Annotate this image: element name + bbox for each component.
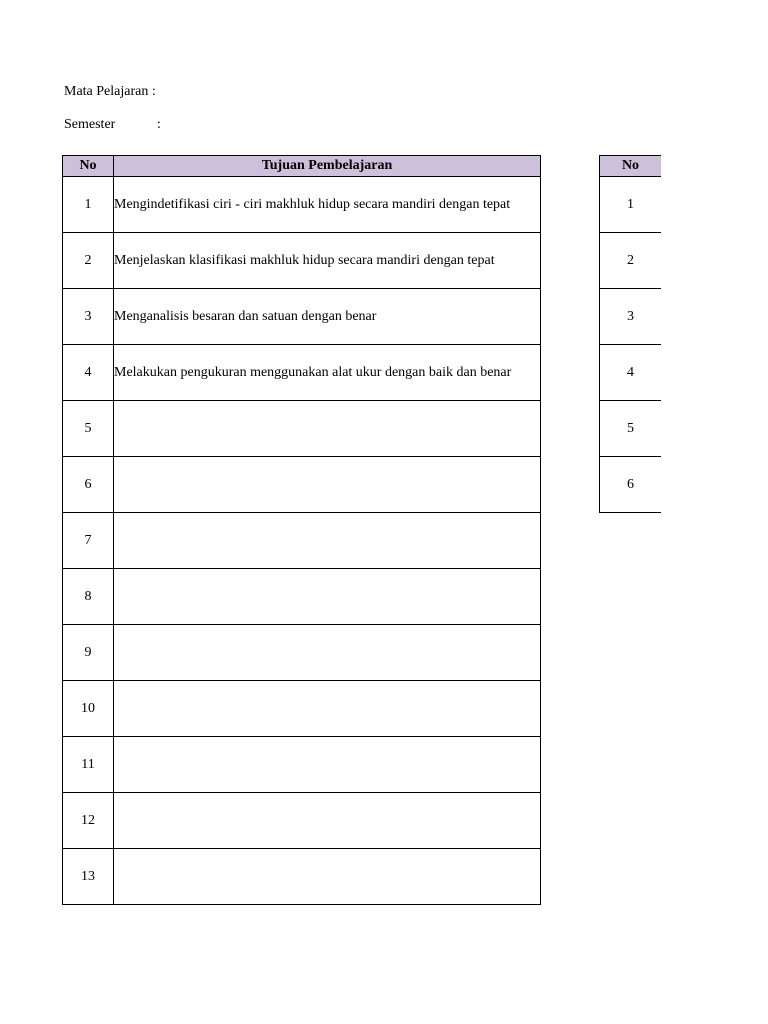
row-number: 6 bbox=[63, 457, 114, 513]
row-goal bbox=[114, 681, 541, 737]
row-number: 8 bbox=[63, 569, 114, 625]
row-number: 2 bbox=[63, 233, 114, 289]
row-number: 7 bbox=[63, 513, 114, 569]
table-row bbox=[63, 849, 541, 905]
subject-label: Mata Pelajaran : bbox=[64, 84, 156, 99]
row-goal bbox=[114, 737, 541, 793]
learning-goals-table bbox=[62, 155, 541, 905]
row-number: 1 bbox=[63, 177, 114, 233]
side-row-number: 2 bbox=[600, 233, 662, 289]
table-row bbox=[63, 737, 541, 793]
row-goal: Melakukan pengukuran menggunakan alat ukur dengan baik dan benar bbox=[114, 345, 541, 401]
row-goal bbox=[114, 569, 541, 625]
row-number: 11 bbox=[63, 737, 114, 793]
row-number: 13 bbox=[63, 849, 114, 905]
side-table-row bbox=[600, 289, 662, 345]
table-row bbox=[63, 513, 541, 569]
semester-label: Semester bbox=[64, 117, 116, 132]
subject-line bbox=[64, 84, 156, 100]
semester-line bbox=[64, 117, 161, 133]
row-goal bbox=[114, 513, 541, 569]
table-row bbox=[63, 681, 541, 737]
row-number: 4 bbox=[63, 345, 114, 401]
table-row bbox=[63, 233, 541, 289]
table-row bbox=[63, 793, 541, 849]
side-table-row bbox=[600, 457, 662, 513]
table-row bbox=[63, 289, 541, 345]
semester-colon: : bbox=[157, 117, 161, 132]
side-table-row bbox=[600, 233, 662, 289]
row-goal: Menganalisis besaran dan satuan dengan benar bbox=[114, 289, 541, 345]
table-row bbox=[63, 457, 541, 513]
table-row bbox=[63, 401, 541, 457]
side-row-number: 6 bbox=[600, 457, 662, 513]
side-row-number: 3 bbox=[600, 289, 662, 345]
table-row bbox=[63, 345, 541, 401]
side-table bbox=[599, 155, 661, 513]
row-goal bbox=[114, 457, 541, 513]
row-goal bbox=[114, 793, 541, 849]
row-number: 9 bbox=[63, 625, 114, 681]
header-no: No bbox=[63, 156, 114, 177]
row-number: 5 bbox=[63, 401, 114, 457]
row-goal: Menjelaskan klasifikasi makhluk hidup secara mandiri dengan tepat bbox=[114, 233, 541, 289]
row-number: 10 bbox=[63, 681, 114, 737]
row-number: 12 bbox=[63, 793, 114, 849]
row-number: 3 bbox=[63, 289, 114, 345]
table-row bbox=[63, 177, 541, 233]
header-goal: Tujuan Pembelajaran bbox=[114, 156, 541, 177]
side-header-row bbox=[600, 156, 662, 177]
row-goal bbox=[114, 849, 541, 905]
row-goal bbox=[114, 625, 541, 681]
side-row-number: 4 bbox=[600, 345, 662, 401]
side-table-row bbox=[600, 401, 662, 457]
side-row-number: 5 bbox=[600, 401, 662, 457]
side-table-row bbox=[600, 345, 662, 401]
row-goal bbox=[114, 401, 541, 457]
row-goal: Mengindetifikasi ciri - ciri makhluk hidup secara mandiri dengan tepat bbox=[114, 177, 541, 233]
side-row-number: 1 bbox=[600, 177, 662, 233]
table-row bbox=[63, 625, 541, 681]
side-table-row bbox=[600, 177, 662, 233]
side-header-no: No bbox=[600, 156, 662, 177]
table-header-row bbox=[63, 156, 541, 177]
table-row bbox=[63, 569, 541, 625]
